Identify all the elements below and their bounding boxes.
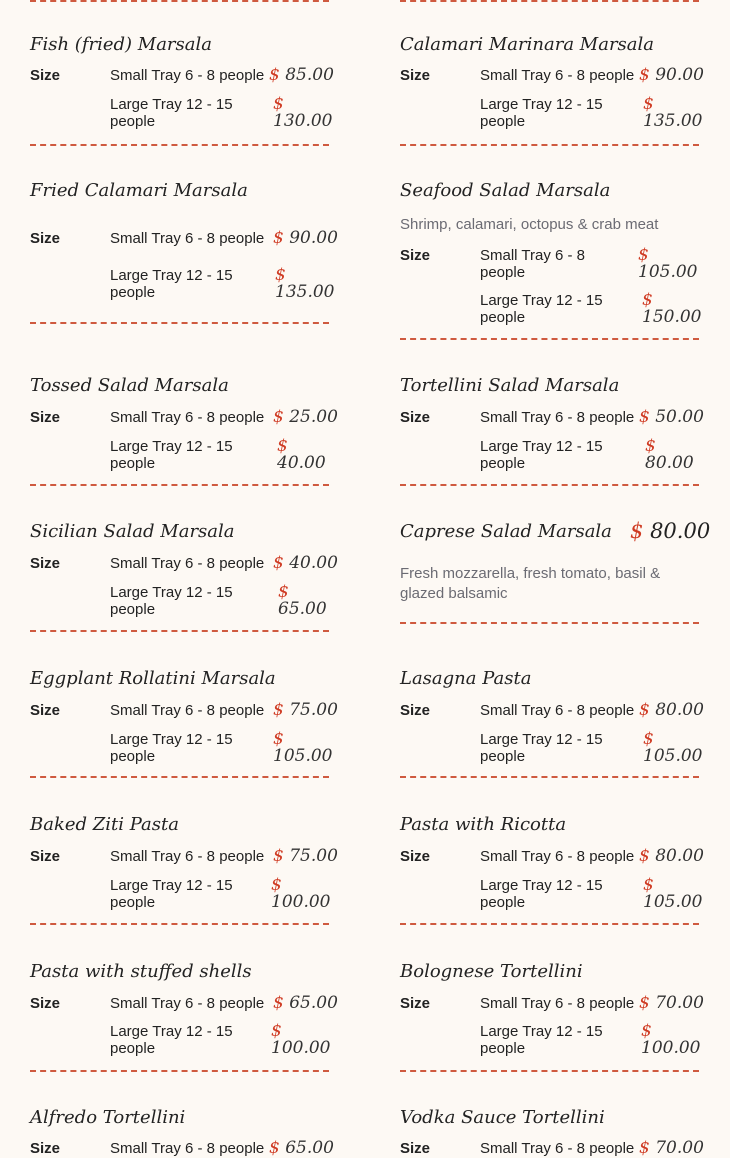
item-divider (30, 630, 329, 632)
item-divider (400, 1070, 699, 1072)
tray-label-large: Large Tray 12 - 15 people (480, 96, 603, 130)
price-large: $ 100.00 (271, 1021, 331, 1058)
currency-symbol: $ (269, 65, 280, 85)
size-label: Size (400, 67, 431, 84)
item-description: Fresh mozzarella, fresh tomato, basil & glazed balsamic (400, 565, 661, 602)
currency-symbol: $ (275, 265, 286, 285)
currency-symbol: $ (641, 1021, 652, 1041)
price-small: $ 40.00 (273, 553, 338, 573)
currency-symbol: $ (639, 65, 650, 85)
currency-symbol: $ (273, 553, 284, 573)
tray-label-large: Large Tray 12 - 15 people (110, 584, 233, 618)
currency-symbol: $ (277, 436, 288, 456)
item-divider (400, 622, 699, 624)
item-divider (30, 776, 329, 778)
tray-label-small: Small Tray 6 - 8 people (480, 1140, 635, 1157)
item-title: Caprese Salad Marsala (400, 521, 612, 542)
item-divider (400, 776, 699, 778)
price-large: $ 105.00 (273, 729, 333, 766)
size-label: Size (400, 995, 431, 1012)
item-title: Alfredo Tortellini (30, 1107, 186, 1128)
price-large: $ 65.00 (278, 582, 327, 619)
item-price: $ 80.00 (630, 519, 711, 543)
currency-symbol: $ (639, 700, 650, 720)
item-divider (30, 484, 329, 486)
tray-label-large: Large Tray 12 - 15 people (110, 1023, 233, 1057)
price-large: $ 135.00 (275, 265, 335, 302)
divider-top-left (30, 0, 329, 2)
tray-label-small: Small Tray 6 - 8 people (480, 848, 635, 865)
currency-symbol: $ (643, 729, 654, 749)
currency-symbol: $ (273, 228, 284, 248)
price-small: $ 75.00 (273, 846, 338, 866)
currency-symbol: $ (273, 94, 284, 114)
size-label: Size (400, 848, 431, 865)
item-title: Pasta with Ricotta (400, 814, 567, 835)
currency-symbol: $ (271, 875, 282, 895)
item-divider (30, 1070, 329, 1072)
currency-symbol: $ (271, 1021, 282, 1041)
currency-symbol: $ (643, 94, 654, 114)
size-label: Size (30, 555, 61, 572)
currency-symbol: $ (278, 582, 289, 602)
tray-label-large: Large Tray 12 - 15 people (480, 438, 603, 472)
size-label: Size (400, 1140, 431, 1157)
item-title: Pasta with stuffed shells (30, 961, 252, 982)
size-label: Size (30, 230, 61, 247)
item-title: Eggplant Rollatini Marsala (30, 668, 276, 689)
tray-label-small: Small Tray 6 - 8 people (110, 230, 265, 247)
tray-label-large: Large Tray 12 - 15 people (110, 96, 233, 130)
price-large: $ 150.00 (642, 290, 702, 327)
tray-label-small: Small Tray 6 - 8 people (480, 995, 635, 1012)
tray-label-large: Large Tray 12 - 15 people (110, 267, 233, 301)
item-description: Shrimp, calamari, octopus & crab meat (400, 216, 659, 233)
price-small: $ 70.00 (639, 993, 704, 1013)
price-small: $ 105.00 (638, 245, 698, 282)
tray-label-small: Small Tray 6 - 8 people (110, 848, 265, 865)
size-label: Size (400, 247, 431, 264)
currency-symbol: $ (642, 290, 653, 310)
currency-symbol: $ (269, 1138, 280, 1158)
item-title: Baked Ziti Pasta (30, 814, 179, 835)
size-label: Size (30, 848, 61, 865)
price-small: $ 75.00 (273, 700, 338, 720)
currency-symbol: $ (273, 846, 284, 866)
size-label: Size (400, 409, 431, 426)
price-small: $ 25.00 (273, 407, 338, 427)
currency-symbol: $ (639, 407, 650, 427)
price-small: $ 90.00 (639, 65, 704, 85)
currency-symbol: $ (273, 993, 284, 1013)
size-label: Size (30, 67, 61, 84)
price-large: $ 105.00 (643, 729, 703, 766)
tray-label-small: Small Tray 6 - 8 people (110, 409, 265, 426)
divider-top-right (400, 0, 699, 2)
item-title: Lasagna Pasta (400, 668, 532, 689)
item-title: Calamari Marinara Marsala (400, 34, 655, 55)
currency-symbol: $ (639, 993, 650, 1013)
price-large: $ 80.00 (645, 436, 694, 473)
currency-symbol: $ (273, 729, 284, 749)
item-title: Tortellini Salad Marsala (400, 375, 620, 396)
tray-label-small: Small Tray 6 - 8 people (110, 555, 265, 572)
item-divider (30, 144, 329, 146)
tray-label-small: Small Tray 6 - 8 people (110, 67, 265, 84)
price-small: $ 65.00 (269, 1138, 334, 1158)
tray-label-small: Small Tray 6 - 8 people (480, 702, 635, 719)
size-label: Size (30, 1140, 61, 1157)
tray-label-small: Small Tray 6 - 8 people (110, 995, 265, 1012)
price-small: $ 50.00 (639, 407, 704, 427)
item-title: Seafood Salad Marsala (400, 180, 611, 201)
price-large: $ 100.00 (641, 1021, 701, 1058)
currency-symbol: $ (273, 700, 284, 720)
item-title: Bolognese Tortellini (400, 961, 583, 982)
tray-label-small: Small Tray 6 - 8 people (480, 409, 635, 426)
tray-label-large: Large Tray 12 - 15 people (480, 731, 603, 765)
item-title: Tossed Salad Marsala (30, 375, 229, 396)
tray-label-small: Small Tray 6 - 8 people (110, 702, 265, 719)
item-divider (400, 338, 699, 340)
currency-symbol: $ (643, 875, 654, 895)
item-divider (30, 322, 329, 324)
item-divider (400, 144, 699, 146)
currency-symbol: $ (630, 519, 644, 543)
item-title: Fried Calamari Marsala (30, 180, 248, 201)
tray-label-large: Large Tray 12 - 15 people (110, 877, 233, 911)
tray-label-small: Small Tray 6 - 8 people (480, 67, 635, 84)
size-label: Size (30, 702, 61, 719)
tray-label-large: Large Tray 12 - 15 people (480, 1023, 603, 1057)
price-small: $ 90.00 (273, 228, 338, 248)
size-label: Size (30, 409, 61, 426)
item-divider (30, 923, 329, 925)
tray-label-small: Small Tray 6 - 8 people (480, 247, 586, 281)
item-title: Sicilian Salad Marsala (30, 521, 235, 542)
price-large: $ 130.00 (273, 94, 333, 131)
currency-symbol: $ (645, 436, 656, 456)
tray-label-large: Large Tray 12 - 15 people (480, 292, 603, 326)
price-large: $ 105.00 (643, 875, 703, 912)
item-title: Vodka Sauce Tortellini (400, 1107, 605, 1128)
tray-label-large: Large Tray 12 - 15 people (480, 877, 603, 911)
price-large: $ 100.00 (271, 875, 331, 912)
price-small: $ 80.00 (639, 846, 704, 866)
price-small: $ 80.00 (639, 700, 704, 720)
size-label: Size (30, 995, 61, 1012)
currency-symbol: $ (639, 846, 650, 866)
price-small: $ 65.00 (273, 993, 338, 1013)
tray-label-small: Small Tray 6 - 8 people (110, 1140, 265, 1157)
price-small: $ 70.00 (639, 1138, 704, 1158)
price-large: $ 135.00 (643, 94, 703, 131)
price-large: $ 40.00 (277, 436, 326, 473)
item-divider (400, 923, 699, 925)
tray-label-large: Large Tray 12 - 15 people (110, 438, 233, 472)
currency-symbol: $ (273, 407, 284, 427)
item-divider (400, 484, 699, 486)
item-title: Fish (fried) Marsala (30, 34, 212, 55)
currency-symbol: $ (638, 245, 649, 265)
price-small: $ 85.00 (269, 65, 334, 85)
currency-symbol: $ (639, 1138, 650, 1158)
tray-label-large: Large Tray 12 - 15 people (110, 731, 233, 765)
size-label: Size (400, 702, 431, 719)
